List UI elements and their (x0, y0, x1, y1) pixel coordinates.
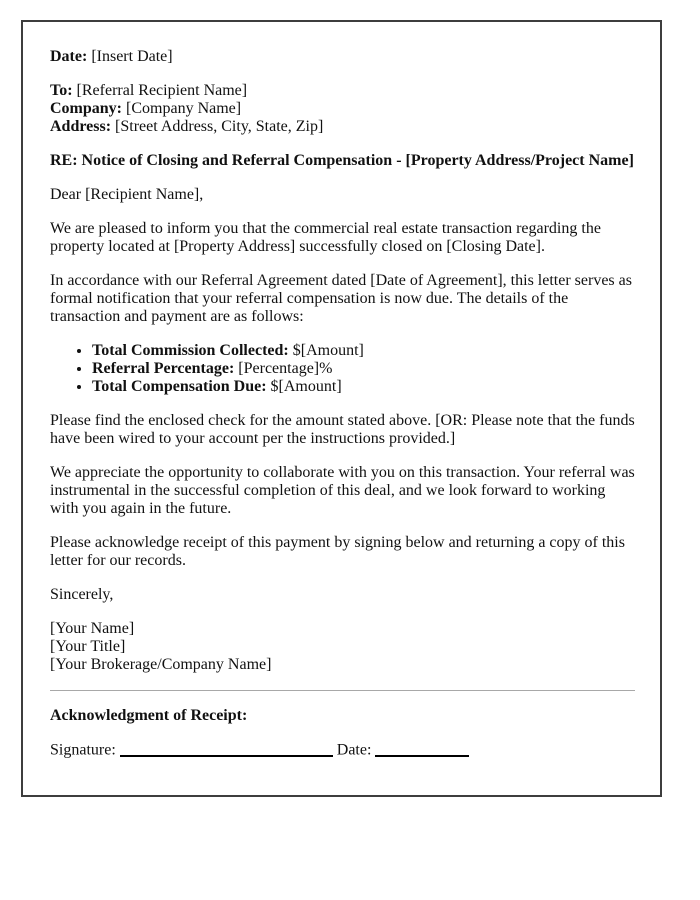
address-line (50, 118, 635, 136)
subject-line: RE: Notice of Closing and Referral Compensation - [Property Address/Project Name] (50, 152, 634, 169)
company-value: [Company Name] (126, 100, 242, 117)
date-line (50, 48, 635, 66)
letter-document (21, 20, 662, 797)
address-value: [Street Address, City, State, Zip] (115, 118, 324, 135)
company-label: Company: (50, 100, 123, 117)
sender-company: [Your Brokerage/Company Name] (50, 656, 272, 673)
signature-label: Signature: (50, 741, 116, 759)
date-value: [Insert Date] (91, 48, 173, 65)
signature-blank-line (120, 743, 333, 757)
address-label: Address: (50, 118, 112, 135)
list-item-total-compensation (92, 378, 635, 396)
paragraph-agreement-details: In accordance with our Referral Agreement dated [Date of Agreement], this letter serves as formal notification that your referral compensation is now due. The details of the transaction and payment are as follows: (50, 272, 632, 325)
date-label: Date: (50, 48, 88, 65)
list-item-label: Referral Percentage: (92, 360, 235, 377)
paragraph-payment-method: Please find the enclosed check for the amount stated above. [OR: Please note that the funds have been wired to your account per the instructions provided.] (50, 412, 635, 447)
list-item-total-commission (92, 342, 635, 360)
paragraph-closing-notice: We are pleased to inform you that the commercial real estate transaction regarding the property located at [Property Address] successfully closed on [Closing Date]. (50, 220, 601, 255)
company-line (50, 100, 635, 118)
closing-salutation: Sincerely, (50, 586, 114, 603)
list-item-value: $[Amount] (270, 378, 342, 395)
paragraph-appreciation: We appreciate the opportunity to collaborate with you on this transaction. Your referral was instrumental in the successful completion of this deal, and we look forward to working with you again in the future. (50, 464, 635, 517)
sender-name: [Your Name] (50, 620, 135, 637)
paragraph-acknowledge-request: Please acknowledge receipt of this payment by signing below and returning a copy of this letter for our records. (50, 534, 625, 569)
compensation-list (50, 342, 635, 396)
acknowledgment-date-label: Date: (336, 741, 372, 759)
salutation: Dear [Recipient Name], (50, 186, 204, 203)
list-item-value: [Percentage]% (238, 360, 333, 377)
sender-signature-block (50, 620, 635, 674)
signature-row (50, 741, 635, 760)
acknowledgment-heading: Acknowledgment of Receipt: (50, 707, 248, 724)
list-item-label: Total Commission Collected: (92, 342, 289, 359)
list-item-referral-percentage (92, 360, 635, 378)
sender-title: [Your Title] (50, 638, 126, 655)
date-blank-line (375, 743, 469, 757)
recipient-block (50, 82, 635, 136)
to-label: To: (50, 82, 73, 99)
divider (50, 690, 635, 691)
list-item-value: $[Amount] (292, 342, 364, 359)
to-line (50, 82, 635, 100)
to-value: [Referral Recipient Name] (76, 82, 248, 99)
list-item-label: Total Compensation Due: (92, 378, 267, 395)
